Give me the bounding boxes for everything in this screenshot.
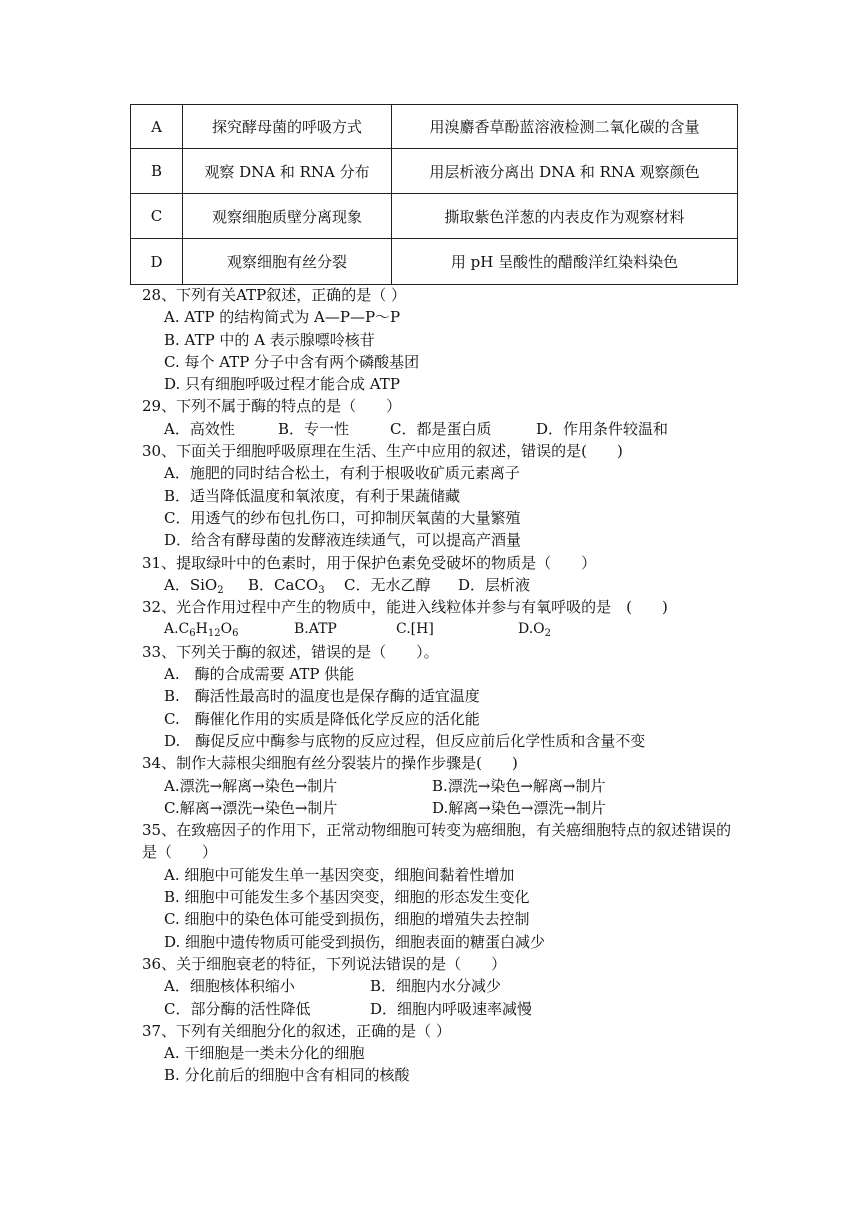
experiment-topic: 观察 DNA 和 RNA 分布: [183, 149, 392, 194]
options-row: [142, 998, 742, 1020]
options-row: [142, 775, 742, 797]
option-d-text: D.O: [518, 621, 545, 638]
table-row: [131, 149, 738, 194]
option-b-text: B．CaCO: [248, 575, 319, 594]
option-d: D. 酶促反应中酶参与底物的反应过程，但反应前后化学性质和含量不变: [164, 731, 646, 750]
question-37: [142, 1020, 742, 1087]
subscript: 2: [217, 584, 224, 596]
question-28: [142, 284, 742, 395]
option-d: D．作用条件较温和: [536, 419, 669, 438]
option-a: A．细胞核体积缩小: [164, 977, 295, 996]
option-b: B.ATP: [294, 621, 337, 638]
question-stem: 28、下列有关ATP叙述，正确的是（ ）: [142, 286, 406, 304]
question-35: [142, 819, 742, 953]
experiment-table: [130, 104, 738, 285]
question-31: [142, 552, 742, 597]
option-a-text: H: [195, 621, 208, 638]
option-c: C．都是蛋白质: [390, 419, 492, 438]
option-letter: C: [131, 194, 183, 239]
question-stem: 30、下面关于细胞呼吸原理在生活、生产中应用的叙述，错误的是( ): [142, 442, 623, 461]
experiment-method: 用溴麝香草酚蓝溶液检测二氧化碳的含量: [392, 105, 738, 149]
option-c: C.解离→漂洗→染色→制片: [164, 798, 338, 817]
question-stem: 29、下列不属于酶的特点的是（ ）: [142, 397, 402, 416]
option-c: C．用透气的纱布包扎伤口，可抑制厌氧菌的大量繁殖: [164, 508, 521, 527]
option-d: [518, 618, 551, 640]
option-a: A. 干细胞是一类未分化的细胞: [164, 1044, 365, 1063]
option-a: A.漂洗→解离→染色→制片: [164, 776, 338, 795]
subscript: 3: [318, 584, 325, 596]
question-stem: 35、在致癌因子的作用下，正常动物细胞可转变为癌细胞，有关癌细胞特点的叙述错误的是（ ）: [142, 821, 732, 862]
option-d: D.解离→染色→漂洗→制片: [432, 798, 606, 817]
option-d: D．给含有酵母菌的发酵液连续通气，可以提高产酒量: [164, 531, 522, 550]
table-row: [131, 105, 738, 149]
question-34: [142, 752, 742, 819]
option-a: A．施肥的同时结合松土，有利于根吸收矿质元素离子: [164, 464, 520, 483]
question-stem: 36、关于细胞衰老的特征，下列说法错误的是（ ）: [142, 954, 507, 973]
question-stem: 31、提取绿叶中的色素时，用于保护色素免受破坏的物质是（ ）: [142, 553, 597, 572]
options-row: [142, 418, 742, 440]
option-b: B. ATP 中的 A 表示腺嘌呤核苷: [164, 330, 375, 349]
subscript: 6: [232, 628, 239, 640]
option-b: [248, 574, 344, 596]
subscript: 2: [544, 628, 552, 640]
option-d: D．细胞内呼吸速率减慢: [370, 999, 533, 1018]
option-a: A．高效性: [164, 419, 235, 438]
options-row: [142, 797, 742, 819]
option-letter: A: [131, 105, 183, 149]
experiment-method: 用层析液分离出 DNA 和 RNA 观察颜色: [392, 149, 738, 194]
question-33: [142, 641, 742, 752]
option-b: B．专一性: [278, 419, 350, 438]
option-b: B.漂洗→染色→解离→制片: [432, 776, 606, 795]
question-stem: 32、光合作用过程中产生的物质中，能进入线粒体并参与有氧呼吸的是 ( ): [142, 598, 668, 617]
option-a: A. ATP 的结构简式为 A—P—P～P: [164, 308, 401, 327]
experiment-method: 撕取紫色洋葱的内表皮作为观察材料: [392, 194, 738, 239]
option-a: [164, 618, 294, 640]
option-b: B. 分化前后的细胞中含有相同的核酸: [164, 1066, 410, 1085]
option-a: [164, 574, 248, 596]
experiment-topic: 观察细胞有丝分裂: [183, 239, 392, 285]
option-c: C.[H]: [396, 621, 434, 638]
option-a: A. 细胞中可能发生单一基因突变，细胞间黏着性增加: [164, 865, 515, 884]
subscript: 12: [207, 628, 221, 640]
option-b: B．适当降低温度和氧浓度，有利于果蔬储藏: [164, 486, 461, 505]
question-29: [142, 395, 742, 440]
option-b: B. 细胞中可能发生多个基因突变，细胞的形态发生变化: [164, 888, 530, 907]
question-stem: 34、制作大蒜根尖细胞有丝分裂装片的操作步骤是( ): [142, 754, 518, 773]
options-row: [142, 975, 742, 997]
table-row: [131, 239, 738, 285]
subscript: 6: [189, 628, 196, 640]
option-d: D. 只有细胞呼吸过程才能合成 ATP: [164, 375, 400, 394]
experiment-topic: 观察细胞质壁分离现象: [183, 194, 392, 239]
question-32: [142, 596, 742, 641]
question-30: [142, 440, 742, 551]
option-a-text: A．SiO: [164, 575, 218, 594]
option-a-text: A.C: [164, 621, 190, 638]
option-b: B. 酶活性最高时的温度也是保存酶的适宜温度: [164, 687, 480, 706]
table-row: [131, 194, 738, 239]
question-36: [142, 953, 742, 1020]
option-letter: D: [131, 239, 183, 285]
question-stem: 37、下列有关细胞分化的叙述，正确的是（ ）: [142, 1021, 451, 1040]
question-stem: 33、下列关于酶的叙述，错误的是（ ）。: [142, 642, 439, 661]
option-c: C．部分酶的活性降低: [164, 999, 311, 1018]
option-b: B．细胞内水分减少: [370, 977, 502, 996]
options-row: [142, 618, 742, 640]
experiment-topic: 探究酵母菌的呼吸方式: [183, 105, 392, 149]
option-a: A. 酶的合成需要 ATP 供能: [164, 665, 355, 684]
option-c: C. 细胞中的染色体可能受到损伤，细胞的增殖失去控制: [164, 910, 530, 929]
option-letter: B: [131, 149, 183, 194]
option-a-text: O: [220, 621, 233, 638]
experiment-method: 用 pH 呈酸性的醋酸洋红染料染色: [392, 239, 738, 285]
question-list: [142, 284, 742, 1087]
option-d: D．层析液: [458, 575, 531, 594]
option-c: C. 酶催化作用的实质是降低化学反应的活化能: [164, 709, 480, 728]
option-d: D. 细胞中遗传物质可能受到损伤，细胞表面的糖蛋白减少: [164, 932, 546, 951]
option-c: C. 每个 ATP 分子中含有两个磷酸基团: [164, 352, 420, 371]
options-row: [142, 574, 742, 596]
option-c: C．无水乙醇: [344, 575, 431, 594]
